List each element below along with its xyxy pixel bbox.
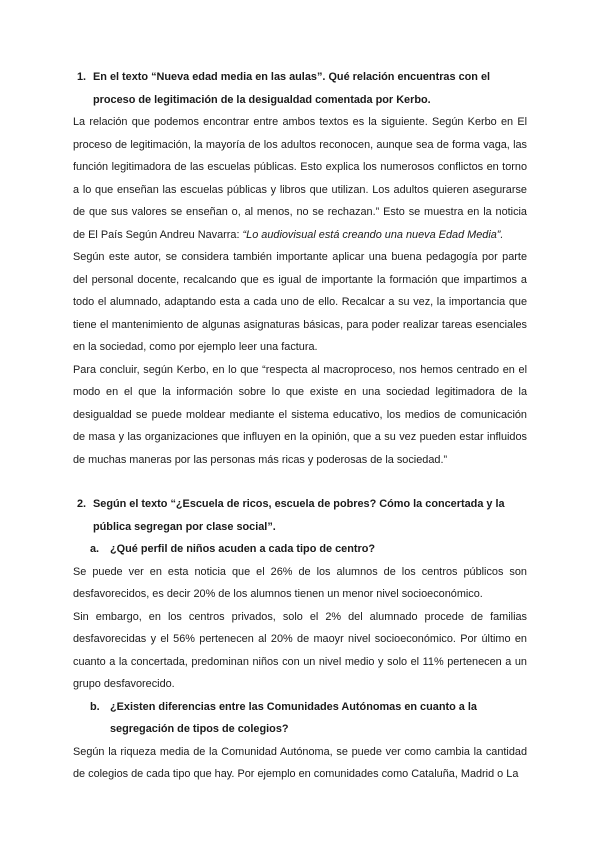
question-1-paragraph-1 [73,111,527,246]
question-2a-paragraph-1: Se puede ver en esta noticia que el 26% de los alumnos de los centros públicos son desfavorecidos, es decir 20% de los alumnos tienen un menor nivel socioeconómico. [73,565,527,600]
question-1-number: 1. [77,71,87,83]
question-1-quote: “Lo audiovisual está creando una nueva Edad Media”. [242,228,504,241]
question-2a-title: ¿Qué perfil de niños acuden a cada tipo de centro? [110,543,376,555]
question-2a-label: a. [90,543,100,555]
question-2-number: 2. [77,498,87,510]
question-1-heading [73,66,527,111]
question-1-paragraph-3: Para concluir, según Kerbo, en lo que “respecta al macroproceso, nos hemos centrado en el modo en el que la información sobre lo que existe en una sociedad legitimadora de la desigualdad se puede moldear mediante el sistema educativo, los medios de comunicación de masa y las organizaciones que influyen en la opinión, que a su vez pueden estar influidos de muchas maneras por las personas más ricas y poderosas de la sociedad.” [73,363,527,466]
question-2b-paragraph-1: Según la riqueza media de la Comunidad Autónoma, se puede ver como cambia la cantidad de colegios de cada tipo que hay. Por ejemplo en comunidades como Cataluña, Madrid o La [73,745,527,780]
question-2-heading [73,493,527,538]
question-2b-heading [73,696,527,741]
question-2a-heading [73,538,527,561]
question-2b-title: ¿Existen diferencias entre las Comunidades Autónomas en cuanto a la segregación de tipos de colegios? [110,700,477,735]
question-2-title: Según el texto “¿Escuela de ricos, escuela de pobres? Cómo la concertada y la pública segregan por clase social”. [93,498,505,533]
question-1-paragraph-1-text: La relación que podemos encontrar entre ambos textos es la siguiente. Según Kerbo en El proceso de legitimación, la mayoría de los adultos reconocen, aunque sea de forma vaga, las función legitimadora de las escuelas públicas. Esto explica los numerosos conflictos en torno a lo que enseñan las escuelas públicas y libros que utilizan. Los adultos quieren asegurarse de que sus valores se enseñan o, al menos, no se rechazan.” Esto se muestra en la noticia de El País Según Andreu Navarra: [73,116,527,241]
question-1-title: En el texto “Nueva edad media en las aulas”. Qué relación encuentras con el proceso de legitimación de la desigualdad comentada por Kerbo. [93,71,491,106]
question-1-paragraph-2: Según este autor, se considera también importante aplicar una buena pedagogía por parte del personal docente, recalcando que es igual de importante la formación que impartimos a todo el alumnado, adaptando esta a cada uno de ello. Recalcar a su vez, la importancia que tiene el mantenimiento de algunas asignaturas básicas, para poder realizar tareas esenciales en la sociedad, como por ejemplo leer una factura. [73,251,527,353]
section-spacer [73,471,527,493]
question-2a-paragraph-2: Sin embargo, en los centros privados, solo el 2% del alumnado procede de familias desfavorecidas y el 56% pertenecen al 20% de maoyr nivel socioeconómico. Por último en cuanto a la concertada, predominan niños con un nivel medio y solo el 11% pertenecen a un grupo desfavorecido. [73,610,527,690]
question-2b-label: b. [90,700,100,713]
